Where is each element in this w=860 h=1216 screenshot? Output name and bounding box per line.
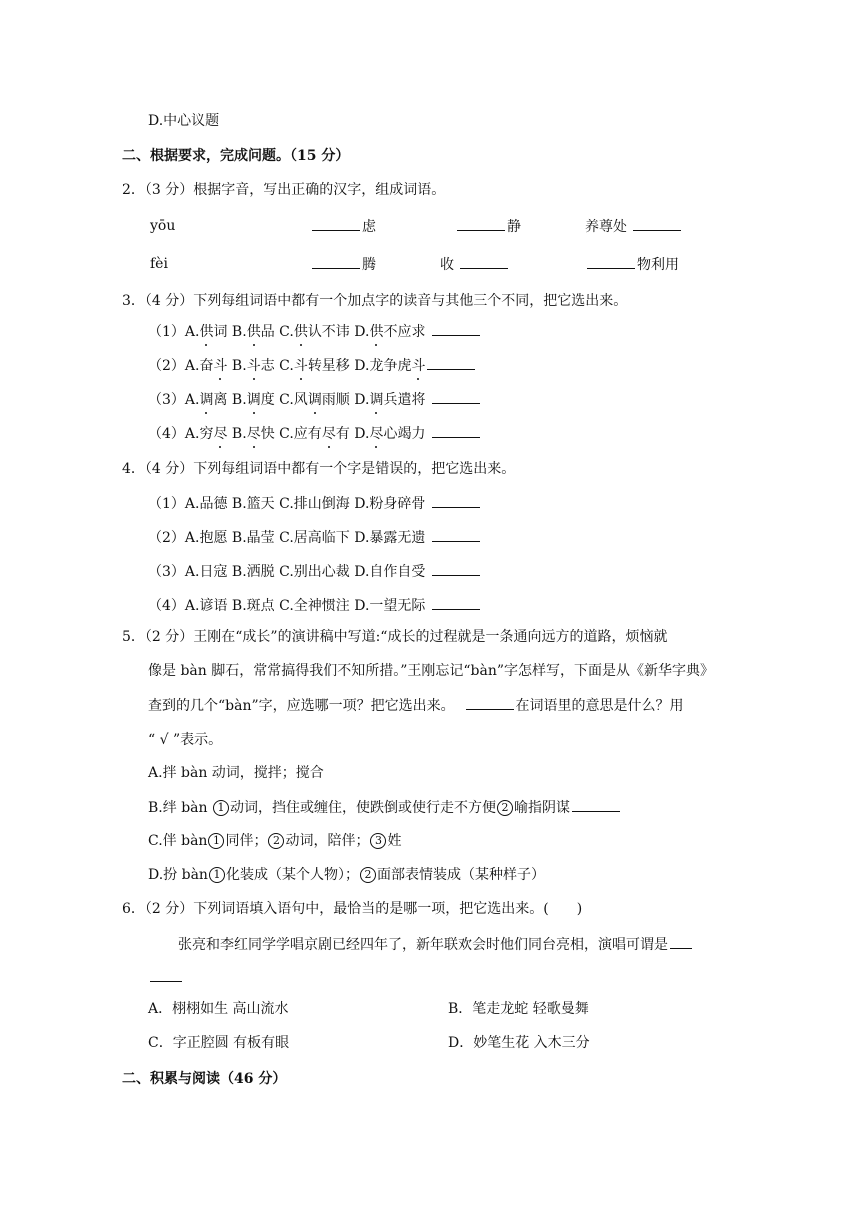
q1-option-d: D.中心议题	[148, 113, 220, 129]
q5-option-a: A.拌 bàn 动词，搅拌；搅合	[148, 765, 324, 781]
section-2-heading: 二、根据要求，完成问题。（15 分）	[122, 148, 350, 164]
answer-blank[interactable]	[670, 934, 692, 949]
answer-blank[interactable]	[432, 527, 480, 542]
q3-item-4: （4）A.穷尽 B.尽快 C.应有尽有 D.尽心竭力	[148, 423, 482, 444]
q2-pinyin-fei: fèi	[150, 256, 168, 272]
q3-item-2: （2）A.奋斗 B.斗志 C.斗转星移 D.龙争虎斗	[148, 355, 477, 376]
q2-word-5: 收	[440, 257, 454, 273]
q3-item-3: （3）A.调离 B.调度 C.风调雨顺 D.调兵遣将	[148, 389, 482, 410]
q2-blank-2	[455, 216, 521, 237]
q5-line-1: 5．（2 分）王刚在“成长”的演讲稿中写道:“成长的过程就是一条通向远方的道路，烦恼就	[122, 629, 668, 645]
answer-blank[interactable]	[633, 216, 681, 231]
circled-number-2: 2	[360, 867, 376, 883]
q2-word-3: 养尊处	[585, 219, 627, 235]
answer-blank[interactable]	[432, 561, 480, 576]
answer-blank[interactable]	[460, 254, 508, 269]
q2-blank-5	[440, 254, 510, 275]
answer-blank[interactable]	[432, 321, 480, 336]
q5-line-4: “ √ ”表示。	[148, 732, 223, 748]
q5-option-d: D.扮 bàn 1 化装成（某个人物）； 2 面部表情装成（某种样子）	[148, 867, 545, 883]
q2-word-6: 物利用	[637, 257, 679, 273]
answer-blank[interactable]	[572, 797, 620, 812]
q3-stem: 3．（4 分）下列每组词语中都有一个加点字的读音与其他三个不同，把它选出来。	[122, 293, 628, 309]
q5-option-b: B.绊 bàn 1 动词，挡住或缠住，使跌倒或使行走不方便 2 喻指阴谋	[148, 797, 622, 818]
q5-line-3: 查到的几个“bàn”字，应选哪一项？把它选出来。 在词语里的意思是什么？用	[148, 695, 684, 716]
answer-blank[interactable]	[466, 695, 514, 710]
circled-number-1: 1	[209, 867, 225, 883]
q3-item-1: （1）A.供词 B.供品 C.供认不讳 D.供不应求	[148, 321, 482, 342]
q6-sentence-blank-cont	[148, 967, 184, 988]
q2-word-1: 虑	[362, 219, 376, 235]
circled-number-2: 2	[497, 800, 513, 816]
section-3-heading: 二、积累与阅读（46 分）	[122, 1071, 287, 1087]
q2-pinyin-you: yōu	[150, 218, 176, 234]
circled-number-3: 3	[370, 833, 386, 849]
q2-blank-3	[585, 216, 683, 237]
q2-blank-4	[310, 254, 376, 275]
answer-blank[interactable]	[432, 389, 480, 404]
circled-number-2: 2	[268, 833, 284, 849]
q6-option-c[interactable]: C．字正腔圆 有板有眼	[148, 1035, 290, 1051]
answer-blank[interactable]	[427, 355, 475, 370]
q2-stem: 2．（3 分）根据字音，写出正确的汉字，组成词语。	[122, 182, 446, 198]
q2-blank-1	[310, 216, 376, 237]
q6-option-a[interactable]: A．栩栩如生 高山流水	[148, 1001, 289, 1017]
q5-option-c: C.伴 bàn 1 同伴； 2 动词，陪伴； 3 姓	[148, 833, 402, 849]
circled-number-1: 1	[213, 800, 229, 816]
q2-word-2: 静	[507, 219, 521, 235]
q2-word-4: 腾	[362, 257, 376, 273]
q4-item-3: （3）A.日寇 B.洒脱 C.别出心裁 D.自作自受	[148, 561, 482, 582]
q6-stem: 6．（2 分）下列词语填入语句中，最恰当的是哪一项，把它选出来。( )	[122, 901, 583, 917]
answer-blank[interactable]	[312, 254, 360, 269]
q6-option-b[interactable]: B．笔走龙蛇 轻歌曼舞	[448, 1001, 589, 1017]
answer-blank[interactable]	[312, 216, 360, 231]
q6-sentence: 张亮和李红同学学唱京剧已经四年了，新年联欢会时他们同台亮相，演唱可谓是	[178, 934, 694, 955]
q4-stem: 4．（4 分）下列每组词语中都有一个字是错误的，把它选出来。	[122, 461, 516, 477]
q4-item-4: （4）A.谚语 B.斑点 C.全神惯注 D.一望无际	[148, 595, 482, 616]
answer-blank[interactable]	[587, 254, 635, 269]
q4-item-1: （1）A.品德 B.篮天 C.排山倒海 D.粉身碎骨	[148, 493, 482, 514]
q5-line-2: 像是 bàn 脚石，常常搞得我们不知所措。”王刚忘记“bàn”字怎样写，下面是从《新华字典》	[148, 663, 715, 679]
q2-blank-6	[585, 254, 679, 275]
answer-blank[interactable]	[432, 423, 480, 438]
answer-blank[interactable]	[457, 216, 505, 231]
answer-blank[interactable]	[150, 967, 182, 982]
q4-item-2: （2）A.抱愿 B.晶莹 C.居高临下 D.暴露无遗	[148, 527, 482, 548]
answer-blank[interactable]	[432, 493, 480, 508]
q6-option-d[interactable]: D．妙笔生花 入木三分	[448, 1035, 590, 1051]
circled-number-1: 1	[208, 833, 224, 849]
answer-blank[interactable]	[432, 595, 480, 610]
